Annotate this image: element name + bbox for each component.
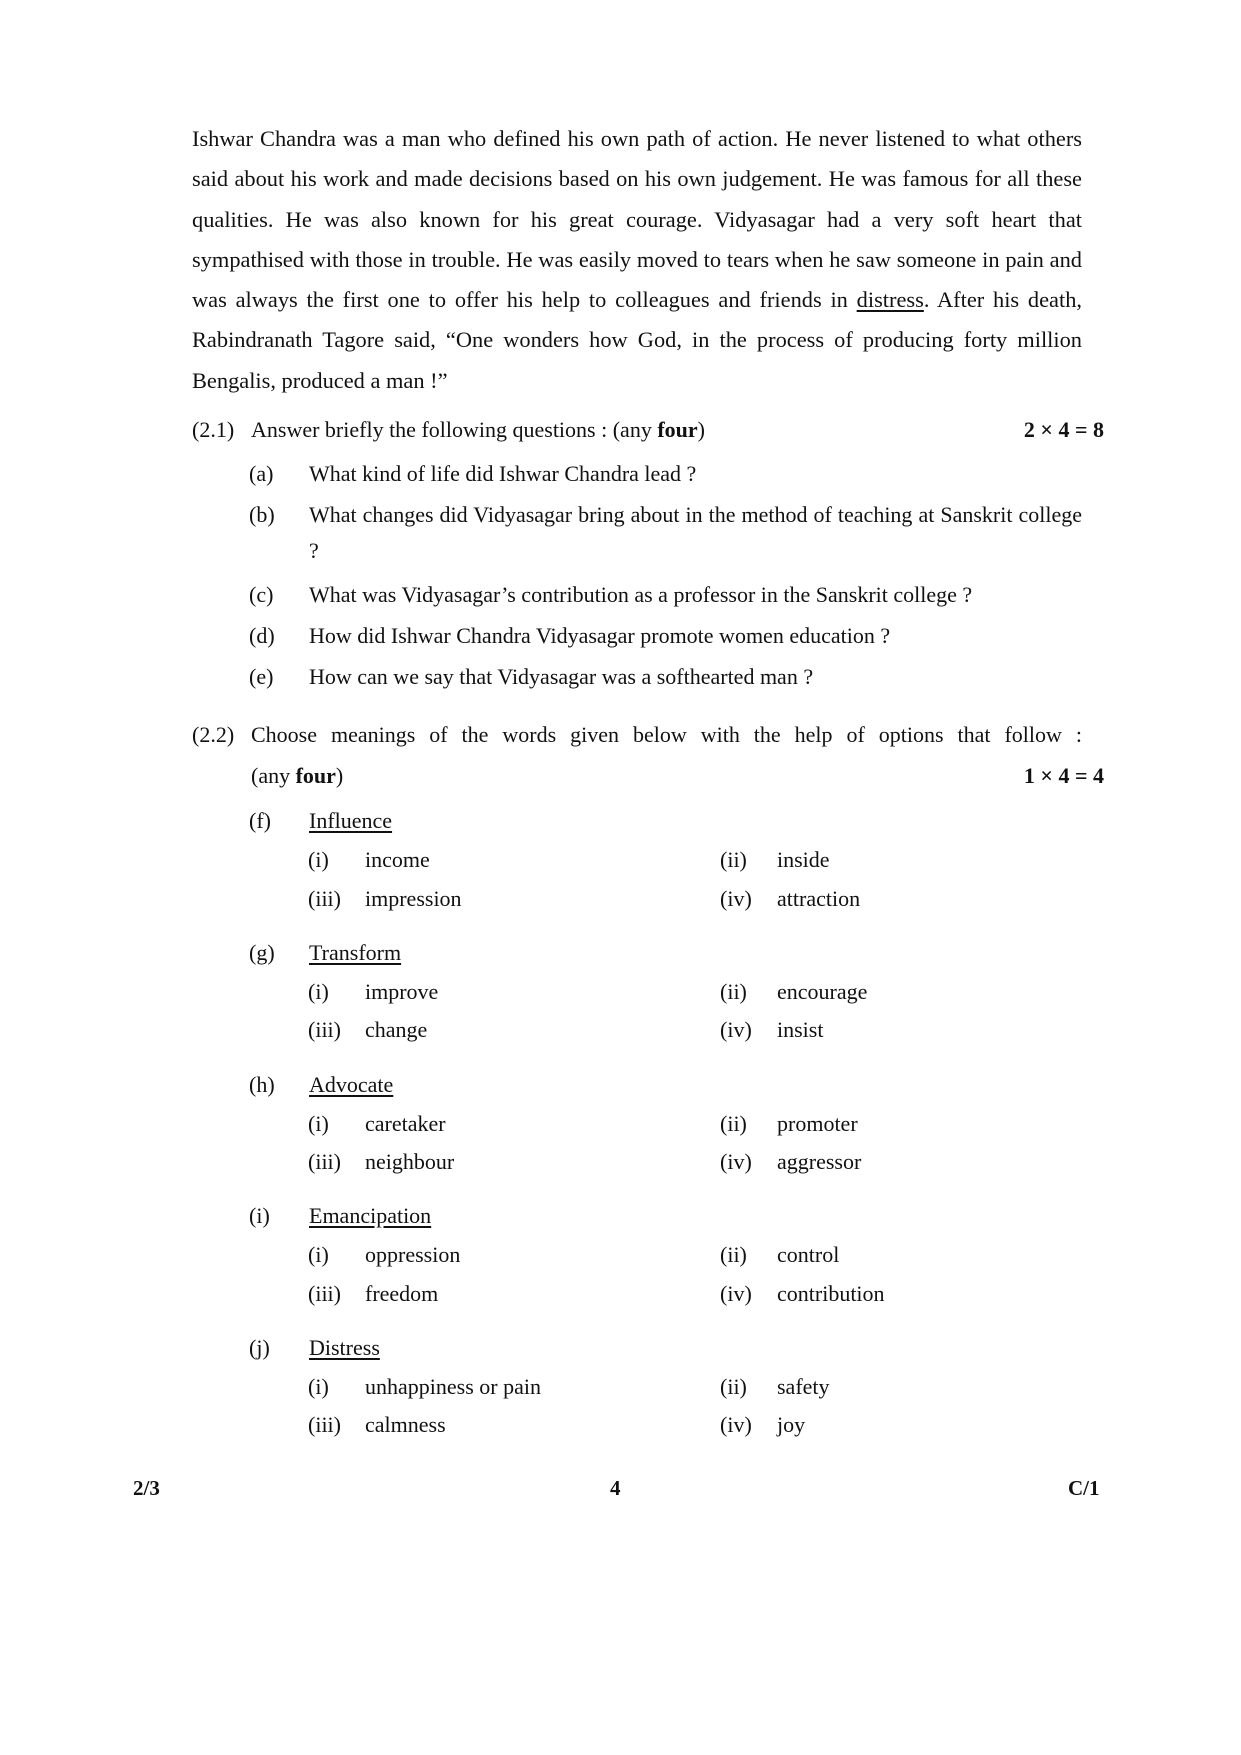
option-label: (iii) — [308, 886, 341, 911]
option-text: safety — [777, 1374, 830, 1399]
option-label: (iii) — [308, 1149, 341, 1174]
option-label: (iv) — [720, 1149, 752, 1174]
footer-right-code: C/1 — [1068, 1476, 1100, 1500]
sub-question-text: How did Ishwar Chandra Vidyasagar promote women education ? — [309, 623, 891, 648]
target-word: Influence — [309, 808, 393, 833]
marks-label: 2 × 4 = 8 — [1023, 417, 1104, 442]
question-number: (2.1) — [192, 417, 235, 442]
any-text-part: ) — [335, 763, 344, 788]
option-label: (iv) — [720, 886, 752, 911]
target-word: Advocate — [309, 1072, 394, 1097]
word-label: (g) — [249, 940, 275, 965]
option-label: (iii) — [308, 1412, 341, 1437]
passage-text-1: Ishwar Chandra was a man who defined his own path of action. He never listened to what others said about his work and made decisions based on his own judgement. He was famous for all these qualities. He was also known for his great courage. Vidyasagar had a very soft heart that sympathised with those in trouble. He was easily moved to tears when he saw someone in pain and was always the first one to offer his help to colleagues and friends in — [192, 126, 1082, 313]
option-text: inside — [777, 847, 830, 872]
option-text: change — [365, 1017, 428, 1042]
option-label: (i) — [308, 1374, 329, 1399]
question-2-1-header — [192, 415, 1104, 445]
option-text: insist — [777, 1017, 824, 1042]
page-number: 4 — [610, 1476, 621, 1500]
question-text-part: Answer briefly the following questions : (any — [251, 417, 658, 442]
option-text: joy — [777, 1412, 806, 1437]
option-text: unhappiness or pain — [365, 1374, 541, 1399]
sub-question-text: What kind of life did Ishwar Chandra lead ? — [309, 461, 697, 486]
question-2-2-header — [192, 720, 1104, 750]
option-text: control — [777, 1242, 840, 1267]
option-label: (ii) — [720, 1111, 747, 1136]
sub-question-text: What was Vidyasagar’s contribution as a professor in the Sanskrit college ? — [309, 582, 973, 607]
question-text-part: ) — [697, 417, 705, 442]
word-label: (j) — [249, 1335, 270, 1360]
question-text: Choose meanings of the words given below with the help of options that follow : — [251, 722, 1082, 747]
option-label: (iii) — [308, 1281, 341, 1306]
option-text: oppression — [365, 1242, 461, 1267]
option-text: calmness — [365, 1412, 446, 1437]
footer-left-code: 2/3 — [133, 1476, 160, 1500]
target-word: Distress — [309, 1335, 380, 1360]
option-text: attraction — [777, 886, 861, 911]
option-text: neighbour — [365, 1149, 455, 1174]
option-label: (iv) — [720, 1017, 752, 1042]
sub-question-label: (b) — [249, 502, 275, 527]
option-label: (ii) — [720, 979, 747, 1004]
option-label: (ii) — [720, 1374, 747, 1399]
option-label: (iv) — [720, 1412, 752, 1437]
option-text: improve — [365, 979, 439, 1004]
question-number: (2.2) — [192, 722, 235, 747]
sub-question-label: (a) — [249, 461, 274, 486]
marks-label: 1 × 4 = 4 — [1023, 763, 1104, 788]
any-text-bold: four — [295, 763, 336, 788]
word-label: (f) — [249, 808, 271, 833]
word-label: (h) — [249, 1072, 275, 1097]
option-label: (ii) — [720, 1242, 747, 1267]
any-text-part: (any — [251, 763, 296, 788]
question-any-text — [251, 761, 343, 791]
option-label: (iv) — [720, 1281, 752, 1306]
sub-question-label: (d) — [249, 623, 275, 648]
option-text: encourage — [777, 979, 868, 1004]
target-word: Emancipation — [309, 1203, 432, 1228]
reading-passage — [192, 119, 1082, 401]
option-text: promoter — [777, 1111, 858, 1136]
option-text: freedom — [365, 1281, 439, 1306]
option-text: caretaker — [365, 1111, 446, 1136]
option-label: (iii) — [308, 1017, 341, 1042]
passage-text-2: . After his death, Rabindranath Tagore said, “One wonders how God, in the process of producing forty million Bengalis, produced a man !” — [192, 287, 1082, 393]
sub-question-text: What changes did Vidyasagar bring about in the method of teaching at Sanskrit college ? — [309, 502, 1082, 563]
sub-question-label: (e) — [249, 664, 274, 689]
passage-underlined-word: distress — [856, 287, 924, 313]
option-label: (i) — [308, 1242, 329, 1267]
target-word: Transform — [309, 940, 402, 965]
option-label: (i) — [308, 1111, 329, 1136]
option-label: (ii) — [720, 847, 747, 872]
option-text: contribution — [777, 1281, 885, 1306]
question-2-2-any-line — [192, 761, 1104, 791]
question-text — [251, 415, 705, 445]
sub-question-label: (c) — [249, 582, 274, 607]
option-text: impression — [365, 886, 462, 911]
word-label: (i) — [249, 1203, 270, 1228]
option-label: (i) — [308, 979, 329, 1004]
sub-question-text: How can we say that Vidyasagar was a softhearted man ? — [309, 664, 814, 689]
question-text-bold: four — [657, 417, 698, 442]
option-label: (i) — [308, 847, 329, 872]
option-text: aggressor — [777, 1149, 862, 1174]
option-text: income — [365, 847, 430, 872]
